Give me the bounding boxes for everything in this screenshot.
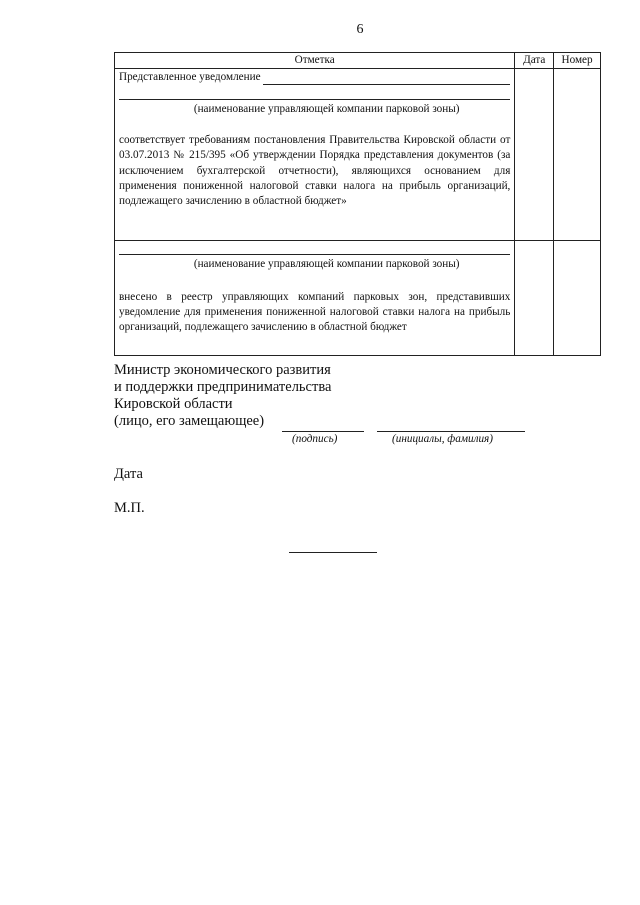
company-name-blank-line xyxy=(119,254,510,255)
mark-cell-registry xyxy=(115,241,515,356)
table-row xyxy=(115,241,601,356)
signature-caption: (подпись) xyxy=(292,433,338,445)
signatory-line-3: Кировской области xyxy=(114,396,233,412)
company-name-caption: (наименование управляющей компании парковой зоны) xyxy=(193,103,460,116)
company-name-caption: (наименование управляющей компании парковой зоны) xyxy=(193,258,460,271)
notice-blank-line xyxy=(263,72,511,85)
date-label: Дата xyxy=(114,466,143,482)
stamp-label: М.П. xyxy=(114,500,145,516)
signatory-line-2: и поддержки предпринимательства xyxy=(114,379,332,395)
table-header-row xyxy=(115,53,601,69)
date-cell xyxy=(515,69,554,241)
header-mark: Отметка xyxy=(115,53,515,69)
page-number: 6 xyxy=(356,22,364,37)
registry-mark-table xyxy=(114,52,601,356)
table-row xyxy=(115,69,601,241)
name-caption: (инициалы, фамилия) xyxy=(392,433,493,445)
mark-cell-compliance xyxy=(115,69,515,241)
compliance-text: соответствует требованиям постановления Правительства Кировской области от 03.07.2013 № 215/395 «Об утверждении Порядка представления документов (за исключением бухгалтерской отчетности), являющихся основанием для применения пониженной налоговой ставки налога на прибыль организаций, подлежащего зачислению в областной бюджет» xyxy=(119,134,511,207)
header-date: Дата xyxy=(515,53,554,69)
signatory-line-4: (лицо, его замещающее) xyxy=(114,413,265,429)
signatory-block xyxy=(114,362,331,430)
date-cell xyxy=(515,241,554,356)
header-number: Номер xyxy=(554,53,601,69)
number-cell xyxy=(554,69,601,241)
notice-line xyxy=(119,70,510,85)
signature-blank-line xyxy=(282,431,364,432)
notice-label: Представленное уведомление xyxy=(119,71,261,84)
name-blank-line xyxy=(377,431,525,432)
number-cell xyxy=(554,241,601,356)
end-divider xyxy=(289,552,377,553)
registry-text: внесено в реестр управляющих компаний парковых зон, представивших уведомление для применения пониженной налоговой ставки налога на прибыль организаций, подлежащего зачислению в областной бюджет xyxy=(119,291,511,334)
company-name-blank-line xyxy=(119,99,510,100)
signatory-line-1: Министр экономического развития xyxy=(114,362,331,378)
